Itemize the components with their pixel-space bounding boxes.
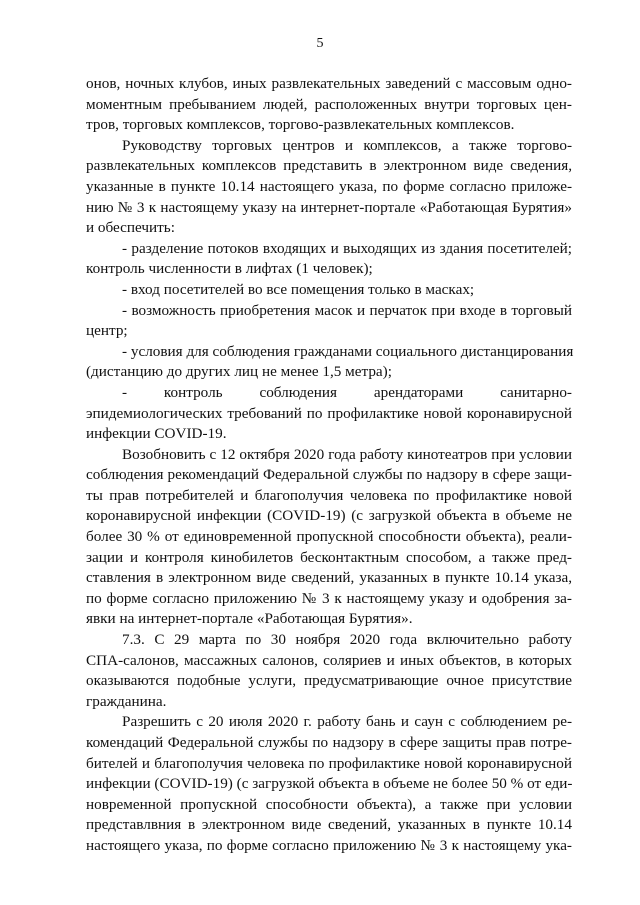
text-line: - вход посетителей во все помещения только в масках; [122, 280, 475, 298]
text-line: комендаций Федеральной службы по надзору в сфере защиты прав потре- [86, 734, 572, 751]
text-line: инфекции (COVID-19) (с загрузкой объекта в объеме не более 50 % от еди- [86, 775, 573, 793]
text-line: центр; [86, 322, 128, 340]
text-line: бителей и благополучия человека по профилактике новой коронавирусной [86, 754, 572, 772]
text-line: - условия для соблюдения гражданами социального дистанцирования [122, 342, 574, 360]
text-line: (дистанцию до других лиц не менее 1,5 метра); [86, 363, 392, 381]
text-line: соблюдения рекомендаций Федеральной службы по надзору в сфере защи- [86, 466, 572, 484]
text-line: Возобновить с 12 октября 2020 года работу кинотеатров при условии [122, 445, 572, 463]
text-line: - контроль соблюдения арендаторами санитарно- [122, 383, 572, 401]
text-line: эпидемиологических требований по профилактике новой коронавирусной [86, 404, 572, 422]
page-number: 5 [316, 36, 324, 51]
text-line: более 30 % от единовременной пропускной способности объекта), реали- [86, 528, 572, 546]
text-line: Руководству торговых центров и комплексов, а также торгово- [122, 136, 572, 154]
text-line: нию № 3 к настоящему указу на интернет-портале «Работающая Бурятия» [86, 198, 572, 216]
text-line: и обеспечить: [86, 219, 175, 237]
body-text [86, 74, 572, 857]
text-line: ты прав потребителей и благополучия человека по профилактике новой [86, 486, 572, 504]
text-line: тров, торговых комплексов, торгово-развлекательных комплексов. [86, 116, 515, 134]
text-line: коронавирусной инфекции (COVID-19) (с загрузкой объекта в объеме не [86, 507, 572, 525]
text-line: 7.3. С 29 марта по 30 ноября 2020 года включительно работу [122, 631, 572, 649]
text-line: моментным пребыванием людей, расположенных внутри торговых цен- [86, 95, 572, 113]
text-line: ставления в электронном виде сведений, указанных в пункте 10.14 указа, [86, 569, 572, 587]
text-line: - разделение потоков входящих и выходящих из здания посетителей; [122, 239, 572, 257]
text-line: СПА-салонов, массажных салонов, соляриев и иных объектов, в которых [86, 651, 572, 669]
text-line: - возможность приобретения масок и перчаток при входе в торговый [122, 301, 572, 319]
text-line: гражданина. [86, 692, 167, 710]
text-line: явки на интернет-портале «Работающая Бурятия». [86, 610, 413, 628]
text-line: инфекции COVID-19. [86, 425, 227, 443]
text-line: по форме согласно приложению № 3 к настоящему указу и одобрения за- [86, 589, 572, 607]
text-line: указанные в пункте 10.14 настоящего указа, по форме согласно приложе- [86, 177, 572, 195]
text-line: зации и контроля кинобилетов бесконтактным способом, а также пред- [86, 548, 572, 566]
text-line: представлвния в электронном виде сведений, указанных в пункте 10.14 [86, 816, 572, 834]
text-line: оказываются подобные услуги, предусматривающие очное присутствие [86, 672, 572, 690]
text-line: онов, ночных клубов, иных развлекательных заведений с массовым одно- [86, 75, 572, 92]
text-line: контроль численности в лифтах (1 человек); [86, 260, 373, 278]
text-line: развлекательных комплексов представить в электронном виде сведения, [86, 157, 572, 175]
text-line: настоящего указа, по форме согласно приложению № 3 к настоящему ука- [86, 836, 572, 854]
text-line: новременной пропускной способности объекта), а также при условии [86, 795, 572, 813]
text-line: Разрешить с 20 июля 2020 г. работу бань и саун с соблюдением ре- [122, 713, 572, 731]
